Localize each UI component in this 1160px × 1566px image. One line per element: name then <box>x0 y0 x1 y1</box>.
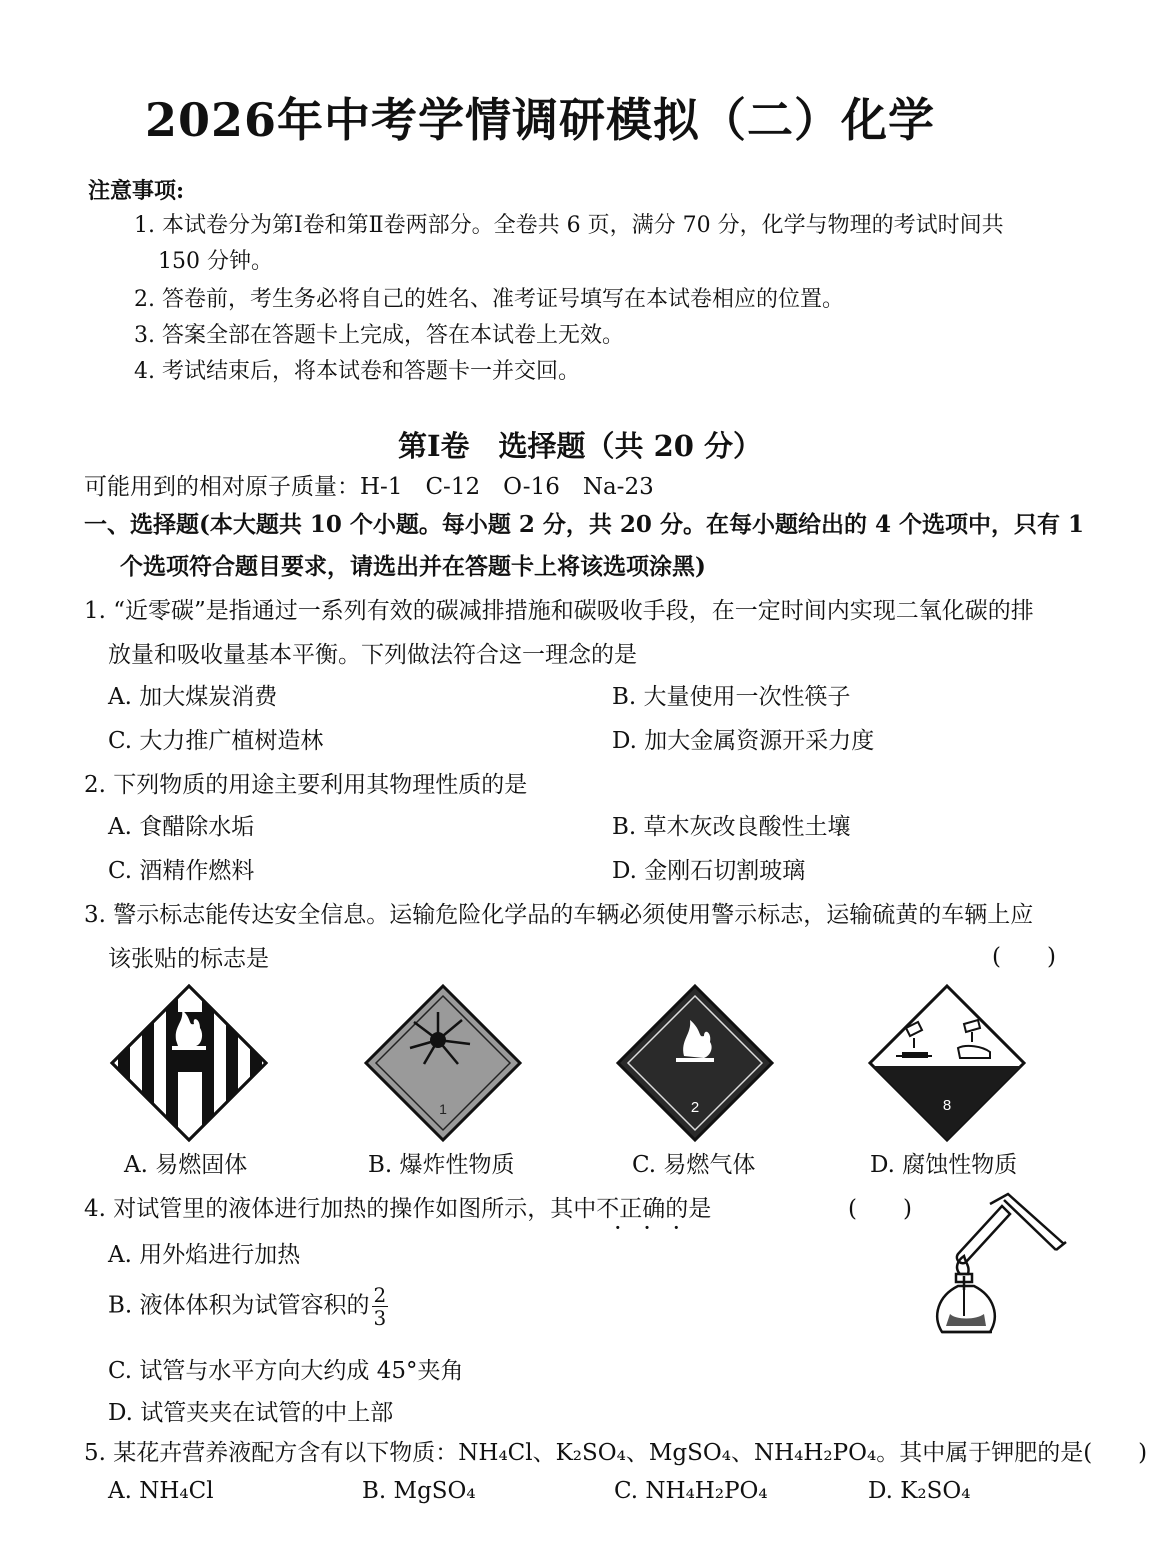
flammable-solid-sign <box>108 982 270 1144</box>
question-3-stem: 3. 警示标志能传达安全信息。运输危险化学品的车辆必须使用警示标志，运输硫黄的车辆上应 <box>84 902 1034 928</box>
q5-option-b: B. MgSO₄ <box>362 1478 476 1504</box>
notice-item: 150 分钟。 <box>158 249 273 274</box>
question-4-stem: 4. 对试管里的液体进行加热的操作如图所示，其中不正确的是 <box>84 1196 712 1222</box>
atomic-masses: 可能用到的相对原子质量：H-1 C-12 O-16 Na-23 <box>84 474 654 500</box>
q4-option-b <box>108 1284 388 1329</box>
q5-option-c: C. NH₄H₂PO₄ <box>614 1478 768 1504</box>
q1-option-c: C. 大力推广植树造林 <box>108 728 324 754</box>
q5-stem-pre: 5. 某花卉营养液配方含有以下物质： <box>84 1440 459 1466</box>
notice-item: 2. 答卷前，考生务必将自己的姓名、准考证号填写在本试卷相应的位置。 <box>134 287 844 312</box>
q4-option-d: D. 试管夹夹在试管的中上部 <box>108 1400 394 1426</box>
heating-test-tube-figure <box>920 1186 1080 1346</box>
q4-option-c: C. 试管与水平方向大约成 45°夹角 <box>108 1358 464 1384</box>
q2-option-a: A. 食醋除水垢 <box>108 814 255 840</box>
question-1-stem: 1. “近零碳”是指通过一系列有效的碳减排措施和碳吸收手段，在一定时间内实现二氧化碳的排 <box>84 598 1034 624</box>
q2-option-d: D. 金刚石切割玻璃 <box>612 858 806 884</box>
notice-item: 3. 答案全部在答题卡上完成，答在本试卷上无效。 <box>134 323 624 348</box>
q1-option-b: B. 大量使用一次性筷子 <box>612 684 851 710</box>
emphasis-dots: · · · <box>614 1214 688 1242</box>
question-3-stem: 该张贴的标志是 <box>108 946 269 972</box>
q3-option-a: A. 易燃固体 <box>124 1152 248 1178</box>
notice-item: 1. 本试卷分为第Ⅰ卷和第Ⅱ卷两部分。全卷共 6 页，满分 70 分，化学与物理的考试时间共 <box>134 213 1004 238</box>
flammable-gas-sign <box>614 982 776 1144</box>
sign-number: 8 <box>942 1097 952 1114</box>
q3-option-c: C. 易燃气体 <box>632 1152 756 1178</box>
section-title: 第Ⅰ卷 选择题（共 20 分） <box>397 429 763 463</box>
fraction <box>372 1284 389 1329</box>
fraction-denominator: 3 <box>373 1306 387 1330</box>
q5-option-d: D. K₂SO₄ <box>868 1478 971 1504</box>
question-5-stem <box>84 1434 1147 1467</box>
question-1-stem: 放量和吸收量基本平衡。下列做法符合这一理念的是 <box>108 642 637 668</box>
notice-item: 4. 考试结束后，将本试卷和答题卡一并交回。 <box>134 359 580 384</box>
q3-option-b: B. 爆炸性物质 <box>368 1152 515 1178</box>
answer-paren: ( ) <box>848 1196 912 1222</box>
notice-heading: 注意事项: <box>88 178 185 204</box>
page-title: 2026年中考学情调研模拟（二）化学 <box>144 93 936 147</box>
q1-option-a: A. 加大煤炭消费 <box>108 684 278 710</box>
q5-option-a: A. NH₄Cl <box>108 1478 214 1504</box>
q2-option-c: C. 酒精作燃料 <box>108 858 255 884</box>
explosive-sign <box>362 982 524 1144</box>
q3-option-d: D. 腐蚀性物质 <box>870 1152 1018 1178</box>
q5-stem-post: 。其中属于钾肥的是( ) <box>876 1440 1148 1466</box>
section-instructions: 个选项符合题目要求，请选出并在答题卡上将该选项涂黑) <box>120 553 706 580</box>
fraction-numerator: 2 <box>373 1283 387 1307</box>
answer-paren: ( ) <box>992 944 1056 970</box>
q5-stem-chem: NH₄Cl、K₂SO₄、MgSO₄、NH₄H₂PO₄ <box>458 1440 877 1466</box>
q1-option-d: D. 加大金属资源开采力度 <box>612 728 875 754</box>
question-2-stem: 2. 下列物质的用途主要利用其物理性质的是 <box>84 772 528 798</box>
corrosive-sign <box>866 982 1028 1144</box>
sign-number: 2 <box>690 1099 700 1116</box>
section-instructions: 一、选择题(本大题共 10 个小题。每小题 2 分，共 20 分。在每小题给出的 4 个选项中，只有 1 <box>84 511 1084 538</box>
q2-option-b: B. 草木灰改良酸性土壤 <box>612 814 851 840</box>
q4-option-a: A. 用外焰进行加热 <box>108 1242 301 1268</box>
sign-number: 1 <box>439 1101 447 1117</box>
q4-option-b-text: B. 液体体积为试管容积的 <box>108 1292 370 1319</box>
